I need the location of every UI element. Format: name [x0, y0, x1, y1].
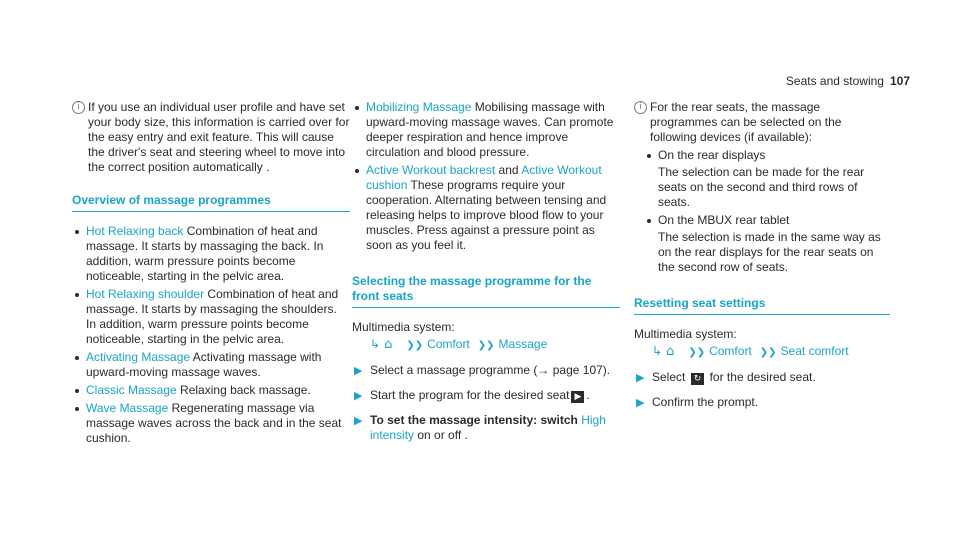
device-list [634, 148, 890, 275]
step-text-end: for the desired seat. [709, 370, 816, 384]
programme-link[interactable]: Mobilizing Massage [366, 100, 472, 114]
reset-icon[interactable]: ↻ [691, 373, 705, 385]
high-intensity-link[interactable]: High intensity [370, 413, 606, 442]
programme-list [72, 224, 350, 446]
step-text: Confirm the prompt. [652, 395, 759, 409]
item-text: Combination of heat and massage. It starts by massaging the back. In addition, warm pressure points become noticeable, starting in the pelvic area. [86, 224, 324, 283]
list-item [72, 287, 350, 347]
list-item [644, 213, 890, 275]
step-2 [634, 395, 890, 410]
programme-link[interactable]: Wave Massage [86, 401, 169, 415]
info-icon: i [72, 101, 85, 114]
step-arrow-icon: ▶ [354, 389, 363, 402]
page-header [786, 74, 910, 89]
conjunction: and [498, 163, 519, 177]
path-item-comfort[interactable]: Comfort [709, 344, 752, 358]
step-1 [352, 363, 620, 378]
note-text: If you use an individual user profile and have set your body size, this information is carried over for the easy entry and exit feature. This will cause the driver's seat and steering wheel to move into the correct position automatically . [88, 100, 350, 174]
home-icon[interactable]: ⌂ [666, 344, 675, 359]
chevron-icon: ❯❯ [759, 347, 777, 358]
step-bold-text: To set the massage intensity: switch [370, 413, 578, 427]
step-arrow-icon: ▶ [636, 371, 645, 384]
path-item-comfort[interactable]: Comfort [427, 337, 470, 351]
list-item [352, 100, 620, 160]
device-desc: The selection is made in the same way as on the rear displays for the rear seats on the second row of seats. [658, 230, 881, 274]
chevron-icon: ❯❯ [688, 347, 706, 358]
section-title: Seats and stowing [785, 74, 884, 88]
device-desc: The selection can be made for the rear seats on the second and third rows of seats. [658, 165, 865, 209]
list-item [72, 224, 350, 284]
programme-link[interactable]: Activating Massage [86, 350, 191, 364]
step-text-end: . [586, 388, 590, 402]
step-text: Select a massage programme (→ page 107). [370, 363, 611, 377]
item-text: Combination of heat and massage. It starts by massaging the shoulders. In addition, warm pressure points become noticeable, starting in the pelvic area. [86, 287, 339, 346]
column-3 [634, 100, 890, 410]
programme-link[interactable]: Active Workout backrest [366, 163, 496, 177]
item-text: These programs require your cooperation. Alternating between tensing and releasing helps to improve blood flow to your muscles. Press against a pressure point as soon as you feel it. [366, 178, 607, 252]
step-text: Select [652, 370, 686, 384]
step-arrow-icon: ▶ [354, 414, 363, 427]
home-icon[interactable]: ⌂ [384, 337, 393, 352]
info-icon: i [634, 101, 647, 114]
step-1 [634, 370, 890, 385]
chevron-icon: ❯❯ [406, 340, 424, 351]
list-item [72, 383, 350, 398]
item-text: Mobilising massage with upward-moving massage waves. Can promote deeper respiration and hence improve circulation and blood pressure. [366, 100, 614, 159]
item-text: Regenerating massage via massage waves across the back and in the seat cushion. [86, 401, 342, 445]
list-item [72, 350, 350, 380]
menu-path [634, 344, 890, 360]
programme-link[interactable]: Classic Massage [86, 383, 177, 397]
path-item-seat-comfort[interactable]: Seat comfort [780, 344, 849, 358]
list-item [644, 148, 890, 210]
info-note [72, 100, 350, 175]
system-label: Multimedia system: [634, 327, 737, 341]
device-title: On the rear displays [658, 148, 766, 162]
programme-link[interactable]: Hot Relaxing back [86, 224, 184, 238]
step-text: Start the program for the desired seat [370, 388, 570, 402]
page-number: 107 [889, 74, 910, 88]
menu-path [352, 337, 620, 353]
column-1 [72, 100, 350, 449]
section-heading: Resetting seat settings [634, 296, 890, 315]
column-2 [352, 100, 620, 443]
section-heading: Selecting the massage programme for the front seats [352, 274, 620, 308]
section-heading: Overview of massage programmes [72, 193, 350, 212]
step-3 [352, 413, 620, 443]
list-item [72, 401, 350, 446]
list-item [352, 163, 620, 253]
step-text-end: on or off . [417, 428, 468, 442]
system-label: Multimedia system: [352, 320, 455, 334]
item-text: Activating massage with upward-moving massage waves. [86, 350, 322, 379]
path-arrow-icon: ↳ [370, 337, 381, 351]
info-note [634, 100, 890, 145]
note-text: For the rear seats, the massage programmes can be selected on the following devices (if available): [650, 100, 842, 144]
step-arrow-icon: ▶ [636, 396, 645, 409]
step-2 [352, 388, 620, 403]
programme-list-cont [352, 100, 620, 253]
programme-link[interactable]: Active Workout cushion [366, 163, 602, 192]
device-title: On the MBUX rear tablet [658, 213, 790, 227]
chevron-icon: ❯❯ [477, 340, 495, 351]
step-arrow-icon: ▶ [354, 364, 363, 377]
path-item-massage[interactable]: Massage [498, 337, 548, 351]
programme-link[interactable]: Hot Relaxing shoulder [86, 287, 205, 301]
play-key-icon[interactable]: ▶ [571, 391, 584, 403]
path-arrow-icon: ↳ [652, 344, 663, 358]
item-text: Relaxing back massage. [180, 383, 311, 397]
